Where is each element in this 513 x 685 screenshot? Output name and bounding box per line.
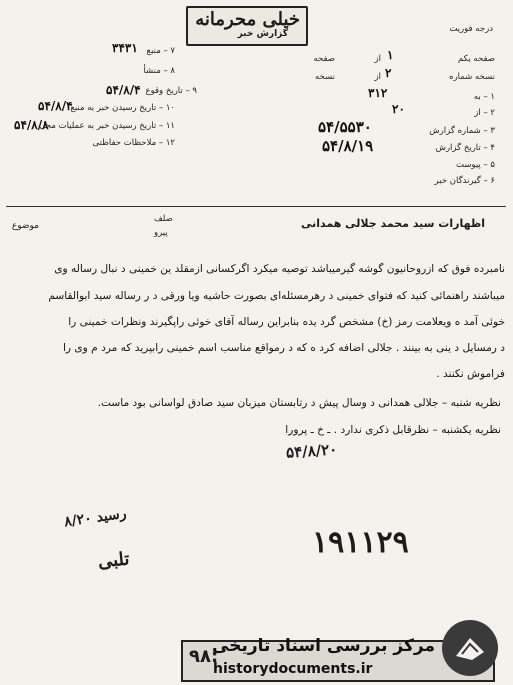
handwritten-serial: ۵۴/۸/۲۰ xyxy=(285,440,338,462)
field-source-value: ۳۴۳۱ xyxy=(112,41,138,55)
archive-org-name: مرکز بررسی اسناد تاریخی xyxy=(212,636,435,656)
archive-website: historydocuments.ir xyxy=(213,661,373,677)
signature-scribble: تلبی xyxy=(96,548,131,573)
stamp-subtitle: گزارش خبر xyxy=(237,29,288,39)
field-origin: ۸ – منشأ xyxy=(143,66,175,76)
field-report-number: ۳ – شماره گزارش xyxy=(429,126,495,136)
body-line: میباشند راهنمائی کنید که فتوای خمینی د رهرمسئله‌ای بصورت حاشیه ویا ورقی د ر رساله سید ابوالقاسم xyxy=(48,290,505,302)
field-to-value: ۳۱۲ xyxy=(368,86,388,100)
field-page-value: ۱ xyxy=(387,48,394,62)
field-occurrence-date: ۹ – تاریخ وقوع xyxy=(145,86,197,96)
subject-value: اظهارات سید محمد جلالی همدانی xyxy=(300,217,485,230)
subject-side-note-1: صلف xyxy=(154,214,173,224)
field-source-date: ۱۰ – تاریخ رسیدن خبر به منبع xyxy=(70,103,175,113)
subject-label: موضوع xyxy=(11,221,39,231)
archive-stamp-number: ۹۸: xyxy=(189,646,219,667)
body-line: فراموش نکنند . xyxy=(436,368,505,380)
note-line: نظریه یکشنبه – نظرقابل ذکری ندارد . ـ خ ـ پرورا xyxy=(285,424,501,436)
field-report-date-value: ۵۴/۸/۱۹ xyxy=(322,137,374,155)
field-report-date: ۴ – تاریخ گزارش xyxy=(435,143,495,153)
field-page: صفحه یکم xyxy=(458,54,495,64)
field-ops-date: ۱۱ – تاریخ رسیدن خبر به عملیات محل xyxy=(39,121,175,131)
field-recipients: ۶ – گیرندگان خبر xyxy=(434,176,495,186)
field-report-number-value: ۵۴/۵۵۳۰ xyxy=(318,118,372,136)
field-page-unit: صفحه xyxy=(313,54,335,64)
classification-stamp xyxy=(186,6,308,46)
field-page-of: از xyxy=(374,54,381,64)
field-ops-date-value: ۵۴/۸/۸ xyxy=(14,118,49,132)
field-from-value: ۲۰ xyxy=(392,102,405,116)
subject-side-note-2: پیرو xyxy=(154,228,168,238)
priority-label: درجه فوریت xyxy=(449,24,493,34)
note-line: نظریه شنبه – جلالی همدانی د وسال پیش د رتابستان میزبان سید صادق لواسانی بود ماست. xyxy=(97,397,501,409)
archive-logo-icon xyxy=(442,620,498,676)
body-line: د رمسایل د ینی به بینند . جلالی اضافه کرد ه که د رمواقع مناسب اسم خمینی رابپرید که مرد م وی را xyxy=(62,342,505,354)
field-copy: نسخه شماره xyxy=(449,72,495,82)
field-copy-unit: نسخه xyxy=(315,72,335,82)
field-source-date-value: ۵۴/۸/۴ xyxy=(38,99,73,113)
field-source: ۷ – منبع xyxy=(146,46,175,56)
field-occurrence-date-value: ۵۴/۸/۴ xyxy=(106,83,141,97)
handwritten-date-number: ۱۹۱۱۲۹ xyxy=(312,525,409,560)
field-from: ۲ – از xyxy=(474,108,495,118)
signature-received: رسید ۸/۲۰ xyxy=(63,505,128,531)
field-copy-of: از xyxy=(374,72,381,82)
body-line: خوئی آمد ه ویعلامت رمز (خ) مشخص گرد یده بنابراین رساله آقای خوئی راپگیرند ونظرات خمینی را xyxy=(68,316,505,328)
field-copy-value: ۲ xyxy=(385,66,392,80)
header-divider xyxy=(6,206,506,207)
field-to: ۱ – به xyxy=(473,92,495,102)
field-attachment: ۵ – پیوست xyxy=(455,160,495,170)
field-security-notes: ۱۲ – ملاحظات حفاظتی xyxy=(92,138,175,148)
stamp-title: خیلی محرمانه xyxy=(195,9,300,30)
body-line: نامبرده فوق که ازروحانیون گوشه گیرمیباشد توصیه میکرد اگرکسانی ازمقلد ین خمینی د نبال رساله وی xyxy=(54,263,505,275)
